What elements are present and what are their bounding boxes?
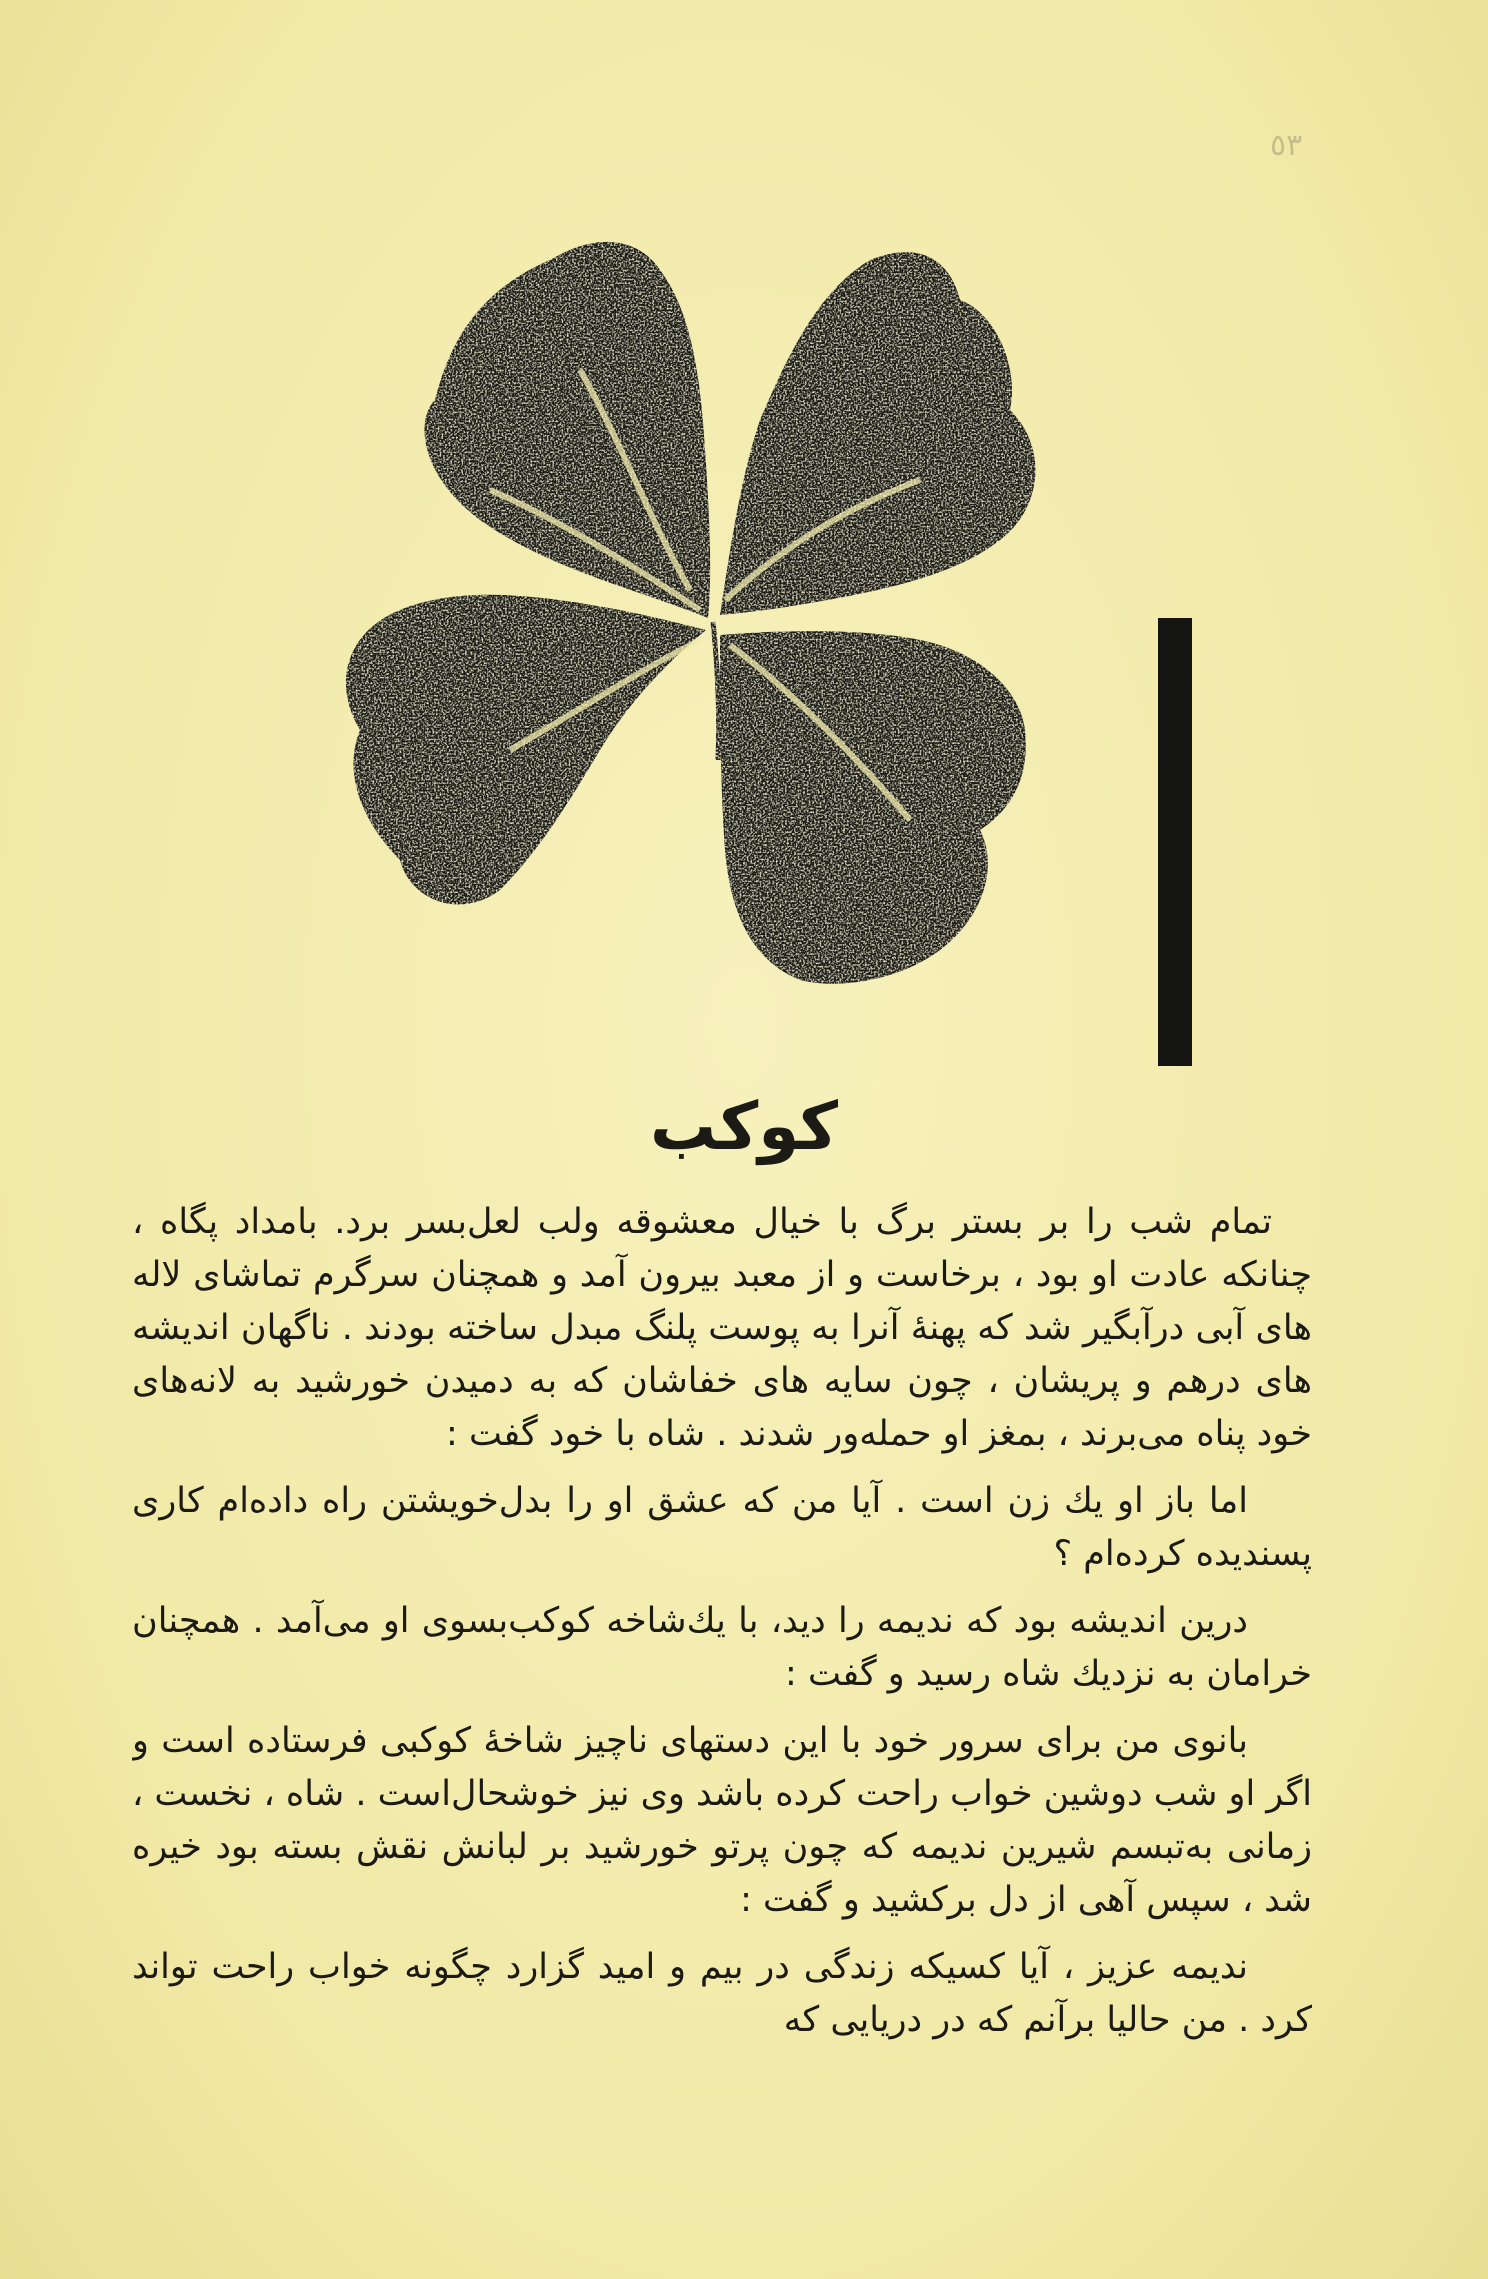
paragraph: اما باز او یك زن است . آیا من که عشق او را بدل‌خویشتن راه داده‌ام کاری پسندیده کرده‌ام ؟ (132, 1481, 1312, 1574)
paragraph: درین اندیشه بود که ندیمه را دید، با یك‌شاخه کوکب‌بسوی او می‌آمد . همچنان خرامان به نزدیك شاه رسید و گفت : (132, 1601, 1312, 1694)
clover-leaf-upper-right (720, 252, 1035, 615)
article-body (132, 1196, 1312, 2156)
clover-stem (713, 622, 719, 760)
paragraph: ندیمه عزیز ، آیا کسیکه زندگی در بیم و امید گزارد چگونه خواب راحت تواند کرد . من حالیا برآنم که در دریایی که (132, 1947, 1312, 2040)
four-leaf-clover-icon (220, 190, 1180, 1080)
paragraph: بانوی من برای سرور خود با این دستهای ناچیز شاخهٔ کوکبی فرستاده است و اگر او شب دوشین خواب راحت کرده باشد وی نیز خوشحال‌است . شاه ، نخست ، زمانی به‌تبسم شیرین ندیمه که چون پرتو خورشید بر لبانش نقش بسته بود خیره شد ، سپس آهی از دل برکشید و گفت : (132, 1721, 1312, 1920)
clover-leaf-lower-left (346, 595, 706, 905)
clover-leaf-upper-left (424, 242, 710, 618)
page-number: ٥٣ (1270, 128, 1303, 163)
decorative-vertical-bar (1158, 618, 1192, 1066)
chapter-title: کوکب (649, 1088, 838, 1165)
paragraph: تمام شب را بر بستر برگ با خیال معشوقه ولب لعل‌بسر برد. بامداد پگاه ، چنانکه عادت او بود ، برخاست و از معبد بیرون آمد و همچنان سرگرم تماشای لاله های آبی درآبگیر شد که پهنهٔ آنرا به پوست پلنگ مبدل ساخته بودند . ناگهان اندیشه های درهم و پریشان ، چون سایه های خفاشان که به دمیدن خورشید به لانه‌های خود پناه می‌برند ، بمغز او حمله‌ور شدند . شاه با خود گفت : (132, 1202, 1312, 1454)
clover-leaf-lower-right (720, 631, 1026, 984)
